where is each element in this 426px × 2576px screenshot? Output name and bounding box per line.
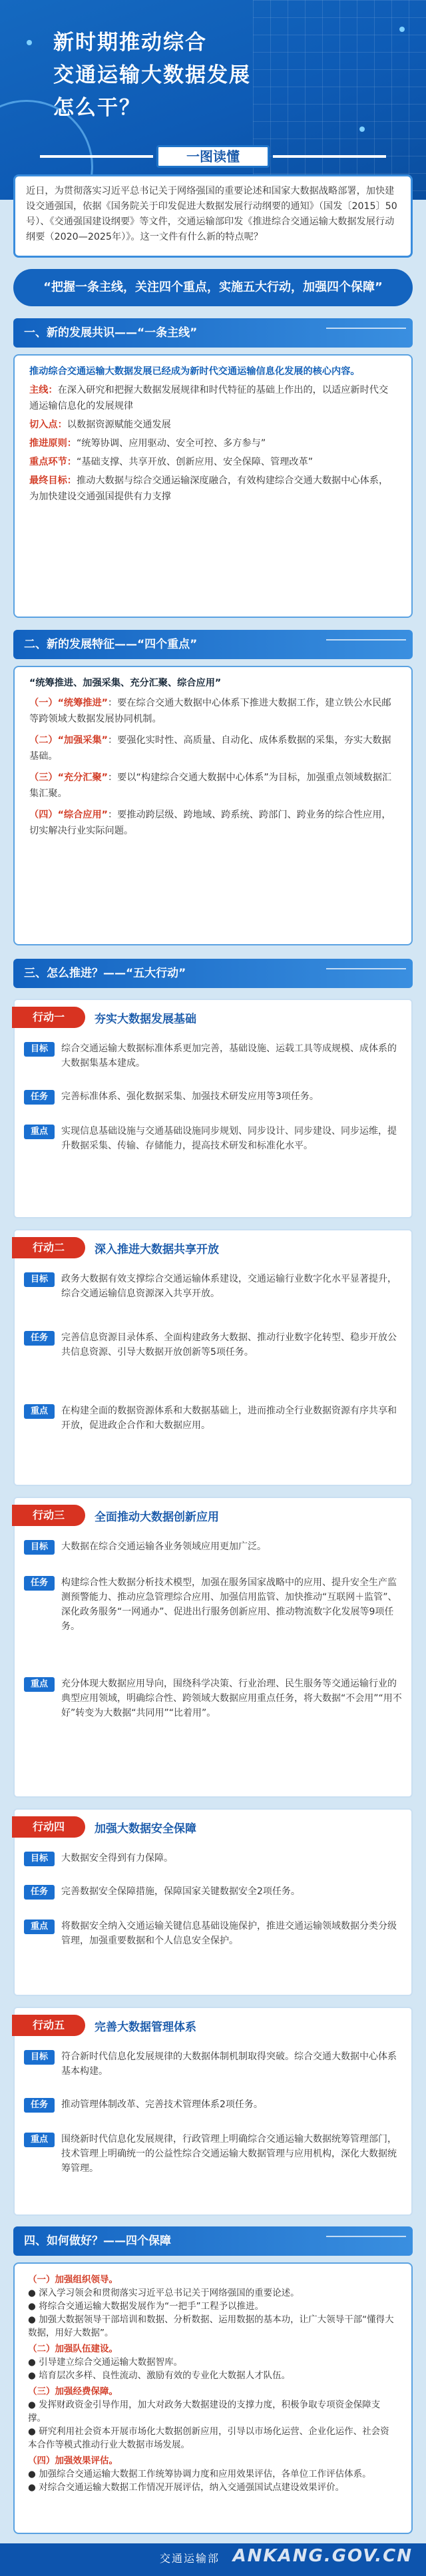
hero-banner <box>0 0 426 200</box>
guarantee-item: ● 研究利用社会资本开展市场化大数据创新应用，引导以市场化运营、企业化运作、社会资本合作等模式推动行业大数据市场发展。 <box>28 2426 389 2450</box>
row-key-badge: 任务 <box>24 2098 55 2113</box>
action-row <box>24 1919 405 1948</box>
guarantee-heading: （二）加强队伍建设。 <box>28 2344 118 2354</box>
s2-item-key: （四）“综合应用” <box>29 810 108 820</box>
row-key-badge: 目标 <box>24 2050 55 2065</box>
guarantee-item: ● 将综合交通运输大数据发展作为“一把手”工程予以推进。 <box>28 2301 264 2312</box>
title-line: 交通运输大数据发展 <box>53 63 251 87</box>
guarantee-item-text: 培育层次多样、良性流动、激励有效的专业化大数据人才队伍。 <box>39 2370 291 2381</box>
row-key-badge: 重点 <box>24 1677 55 1692</box>
row-value: 完善数据安全保障措施，保障国家关键数据安全2项任务。 <box>61 1886 300 1897</box>
action-title: 完善大数据管理体系 <box>95 2021 196 2034</box>
guarantee-item-text: 将综合交通运输大数据发展作为“一把手”工程予以推进。 <box>39 2301 264 2312</box>
s1-item <box>29 435 397 451</box>
page-title <box>53 27 251 125</box>
s1-item <box>29 454 397 470</box>
action-row <box>24 1330 405 1360</box>
row-value: 推动管理体制改革、完善技术管理体系2项任务。 <box>61 2099 263 2110</box>
s1-item-value: 在深入研究和把握大数据发展规律和时代特征的基础上作出的，以适应新时代交通运输信息化的发展规律 <box>29 385 389 411</box>
action-row <box>24 2132 405 2176</box>
footer-bar <box>0 2543 426 2576</box>
title-line: 怎么干？ <box>53 96 141 120</box>
action-row <box>24 1575 405 1634</box>
row-key-badge: 目标 <box>24 1042 55 1057</box>
header-line <box>326 328 406 338</box>
guarantee-item: ● 发挥财政资金引导作用，加大对政务大数据建设的支撑力度，积极争取专项资金保障支撑。 <box>28 2400 381 2424</box>
action-row <box>24 1041 405 1071</box>
s2-item-value: ：要在综合交通大数据中心体系下推进大数据工作，建立铁公水民邮等跨领域大数据发展协同机制。 <box>29 698 391 724</box>
row-value: 围绕新时代信息化发展规律，行政管理上明确综合交通运输大数据统筹管理部门，技术管理上明确统一的公益性综合交通运输大数据管理与应用机构，深化大数据统筹管理。 <box>61 2134 397 2174</box>
guarantee-item: ● 加强综合交通运输大数据工作统筹协调力度和应用效果评估，各单位工作评估体系。 <box>28 2469 371 2479</box>
action-title: 加强大数据安全保障 <box>95 1822 196 1836</box>
s1-item <box>29 417 397 433</box>
row-key-badge: 任务 <box>24 1090 55 1105</box>
row-key-badge: 目标 <box>24 1272 55 1287</box>
row-value: 大数据在综合交通运输各业务领域应用更加广泛。 <box>61 1541 266 1552</box>
s1-item-value: “基础支撑、共享开放、创新应用、安全保障、管理改革” <box>76 457 314 467</box>
divider-line <box>273 155 386 158</box>
section-header-1 <box>13 318 413 348</box>
s1-item-value: 以数据资源赋能交通发展 <box>67 419 171 430</box>
row-value: 政务大数据有效支撑综合交通运输体系建设，交通运输行业数字化水平显著提升，综合交通运输信息资源深入共享开放。 <box>61 1274 397 1299</box>
section-card-2 <box>13 666 413 945</box>
action-tag: 行动三 <box>12 1505 85 1526</box>
row-key-badge: 重点 <box>24 1125 55 1139</box>
row-key-badge: 重点 <box>24 1404 55 1419</box>
action-row <box>24 1124 405 1153</box>
header-line <box>326 639 406 650</box>
row-key-badge: 目标 <box>24 1852 55 1866</box>
action-row <box>24 1539 405 1554</box>
section-card-1 <box>13 354 413 618</box>
row-value: 大数据安全得到有力保障。 <box>61 1853 173 1864</box>
action-tag: 行动四 <box>12 1816 85 1838</box>
action-row <box>24 1272 405 1301</box>
action-row <box>24 1851 405 1866</box>
action-title: 夯实大数据发展基础 <box>95 1013 196 1026</box>
s1-item-key: 重点环节： <box>29 457 77 467</box>
action-title: 深入推进大数据共享开放 <box>95 1243 219 1256</box>
action-card-5 <box>13 2007 413 2216</box>
footer-source: 交通运输部 <box>160 2552 220 2565</box>
s1-item-key: 切入点： <box>29 419 67 430</box>
s2-quote: “统筹推进、加强采集、充分汇聚、综合应用” <box>29 678 222 688</box>
section-header-3 <box>13 959 413 988</box>
s2-item <box>29 695 397 727</box>
section-title: 一、新的发展共识——“一条主线” <box>24 326 198 340</box>
action-card-3 <box>13 1497 413 1798</box>
slogan-banner: “把握一条主线，关注四个重点，实施五大行动，加强四个保障” <box>13 269 413 306</box>
row-value: 综合交通运输大数据标准体系更加完善，基础设施、运载工具等成规模、成体系的大数据集基本建成。 <box>61 1043 397 1069</box>
guarantee-item-text: 发挥财政资金引导作用，加大对政务大数据建设的支撑力度，积极争取专项资金保障支撑。 <box>28 2400 381 2424</box>
reader-label-row <box>0 145 426 165</box>
s2-item-key: （三）“充分汇聚” <box>29 772 108 783</box>
guarantee-item: ● 对综合交通运输大数据工作情况开展评估，纳入交通强国试点建设效果评价。 <box>28 2482 345 2493</box>
guarantee-heading: （三）加强经费保障。 <box>28 2386 118 2397</box>
row-value: 符合新时代信息化发展规律的大数据体制机制取得突破。综合交通大数据中心体系基本构建。 <box>61 2051 397 2077</box>
row-value: 充分体现大数据应用导向，围绕科学决策、行业治理、民生服务等交通运输行业的典型应用领域，明确综合性、跨领域大数据应用重点任务，将大数据“不会用”“用不好”转变为大数据“共同用”“比着用”。 <box>61 1678 402 1718</box>
s2-item-value: ：要推动跨层级、跨地域、跨系统、跨部门、跨业务的综合性应用，切实解决行业实际问题。 <box>29 810 391 836</box>
action-row <box>24 1676 405 1720</box>
dot-decoration <box>359 127 365 132</box>
dot-decoration <box>399 27 405 32</box>
action-card-2 <box>13 1229 413 1486</box>
s1-item-key: 推进原则： <box>29 438 77 449</box>
s2-item <box>29 770 397 802</box>
intro-text: 近日，为贯彻落实习近平总书记关于网络强国的重要论述和国家大数据战略部署，加快建设交通强国，依据《国务院关于印发促进大数据发展行动纲要的通知》（国发〔2015〕50号）、《交通强国建设纲要》等文件，交通运输部印发《推进综合交通运输大数据发展行动纲要（2020—2025年）》。这一文件有什么新的特点呢？ <box>26 186 397 242</box>
reader-label: 一图读懂 <box>156 145 270 168</box>
section-title: 二、新的发展特征——“四个重点” <box>24 638 198 651</box>
guarantee-item: ● 引导建立综合交通运输大数据智库。 <box>28 2357 183 2368</box>
row-key-badge: 任务 <box>24 1331 55 1346</box>
header-line <box>326 2236 406 2246</box>
guarantee-item-text: 深入学习领会和贯彻落实习近平总书记关于网络强国的重要论述。 <box>39 2288 300 2298</box>
action-tag: 行动一 <box>12 1007 85 1028</box>
s1-item-key: 最终目标： <box>29 475 77 486</box>
s2-item <box>29 807 397 839</box>
dot-decoration <box>27 40 32 45</box>
row-value: 构建综合性大数据分析技术模型，加强在服务国家战略中的应用、提升安全生产监测预警能力、推动应急管理综合应用、加强信用监管、加快推动“互联网＋监管”、深化政务服务“一网通办”、促进出行服务创新应用、推动物流数字化发展等9项任务。 <box>61 1577 397 1632</box>
header-line <box>326 968 406 979</box>
action-tag: 行动二 <box>12 1237 85 1258</box>
s2-item-value: ：要以“构建综合交通大数据中心体系”为目标，加强重点领域数据汇集汇聚。 <box>29 772 392 799</box>
section-header-2 <box>13 630 413 659</box>
row-value: 完善标准体系、强化数据采集、加强技术研发应用等3项任务。 <box>61 1091 319 1102</box>
row-value: 在构建全面的数据资源体系和大数据基础上，进而推动全行业数据资源有序共享和开放，促进政企合作和大数据应用。 <box>61 1406 397 1431</box>
section-header-4 <box>13 2226 413 2256</box>
row-value: 实现信息基础设施与交通基础设施同步规划、同步设计、同步建设、同步运维，提升数据采集、传输、存储能力，提高技术研发和标准化水平。 <box>61 1126 397 1151</box>
action-card-4 <box>13 1808 413 1996</box>
row-key-badge: 重点 <box>24 2133 55 2147</box>
section-card-4 <box>13 2262 413 2534</box>
action-row <box>24 1404 405 1433</box>
action-row <box>24 1089 405 1104</box>
action-tag: 行动五 <box>12 2015 85 2036</box>
s2-item-value: ：要强化实时性、高质量、自动化、成体系数据的采集，夯实大数据基础。 <box>29 735 391 762</box>
s1-lead: 推动综合交通运输大数据发展已经成为新时代交通运输信息化发展的核心内容。 <box>29 366 360 377</box>
s2-item-key: （一）“统筹推进” <box>29 698 108 708</box>
s1-item <box>29 382 397 414</box>
row-value: 将数据安全纳入交通运输关键信息基础设施保护，推进交通运输领域数据分类分级管理，加强重要数据和个人信息安全保护。 <box>61 1921 397 1946</box>
row-key-badge: 目标 <box>24 1540 55 1555</box>
guarantee-item-text: 加强综合交通运输大数据工作统筹协调力度和应用效果评估，各单位工作评估体系。 <box>39 2469 371 2479</box>
intro-box <box>13 174 413 258</box>
site-watermark: ANKANG.GOV.CN <box>232 2546 413 2566</box>
guarantee-heading: （四）加强效果评估。 <box>28 2455 118 2466</box>
guarantee-item-text: 引导建立综合交通运输大数据智库。 <box>39 2357 183 2368</box>
guarantee-item-text: 研究利用社会资本开展市场化大数据创新应用，引导以市场化运营、企业化运作、社会资本合作等模式推动行业大数据市场发展。 <box>28 2426 389 2450</box>
guarantee-item: ● 培育层次多样、良性流动、激励有效的专业化大数据人才队伍。 <box>28 2370 291 2381</box>
action-row <box>24 2097 405 2112</box>
guarantee-item-text: 对综合交通运输大数据工作情况开展评估，纳入交通强国试点建设效果评价。 <box>39 2482 345 2493</box>
row-value: 完善信息资源目录体系、全面构建政务大数据、推动行业数字化转型、稳步开放公共信息资源、引导大数据开放创新等5项任务。 <box>61 1332 397 1358</box>
section-title: 四、如何做好？——四个保障 <box>24 2234 171 2248</box>
s1-item-key: 主线： <box>29 385 58 395</box>
action-title: 全面推动大数据创新应用 <box>95 1511 219 1524</box>
s2-item-key: （二）“加强采集” <box>29 735 108 746</box>
s1-item-value: 推动大数据与综合交通运输深度融合，有效构建综合交通大数据中心体系，为加快建设交通强国提供有力支撑 <box>29 475 389 502</box>
s1-item-value: “统筹协调、应用驱动、安全可控、多方参与” <box>76 438 266 449</box>
action-row <box>24 1884 405 1899</box>
section-title: 三、怎么推进？——“五大行动” <box>24 967 186 980</box>
guarantee-heading: （一）加强组织领导。 <box>28 2274 118 2285</box>
guarantee-item: ● 加强大数据领导干部培训和数据、分析数据、运用数据的基本功，让广大领导干部“懂得大数据，用好大数据”。 <box>28 2314 394 2338</box>
s1-item <box>29 473 397 505</box>
action-card-1 <box>13 999 413 1218</box>
row-key-badge: 任务 <box>24 1576 55 1591</box>
guarantee-item-text: 加强大数据领导干部培训和数据、分析数据、运用数据的基本功，让广大领导干部“懂得大数据，用好大数据”。 <box>28 2314 394 2338</box>
guarantee-item: ● 深入学习领会和贯彻落实习近平总书记关于网络强国的重要论述。 <box>28 2288 300 2298</box>
action-row <box>24 2049 405 2079</box>
divider-line <box>40 155 153 158</box>
s2-item <box>29 732 397 764</box>
title-line: 新时期推动综合 <box>53 31 207 55</box>
row-key-badge: 重点 <box>24 1920 55 1934</box>
row-key-badge: 任务 <box>24 1885 55 1900</box>
